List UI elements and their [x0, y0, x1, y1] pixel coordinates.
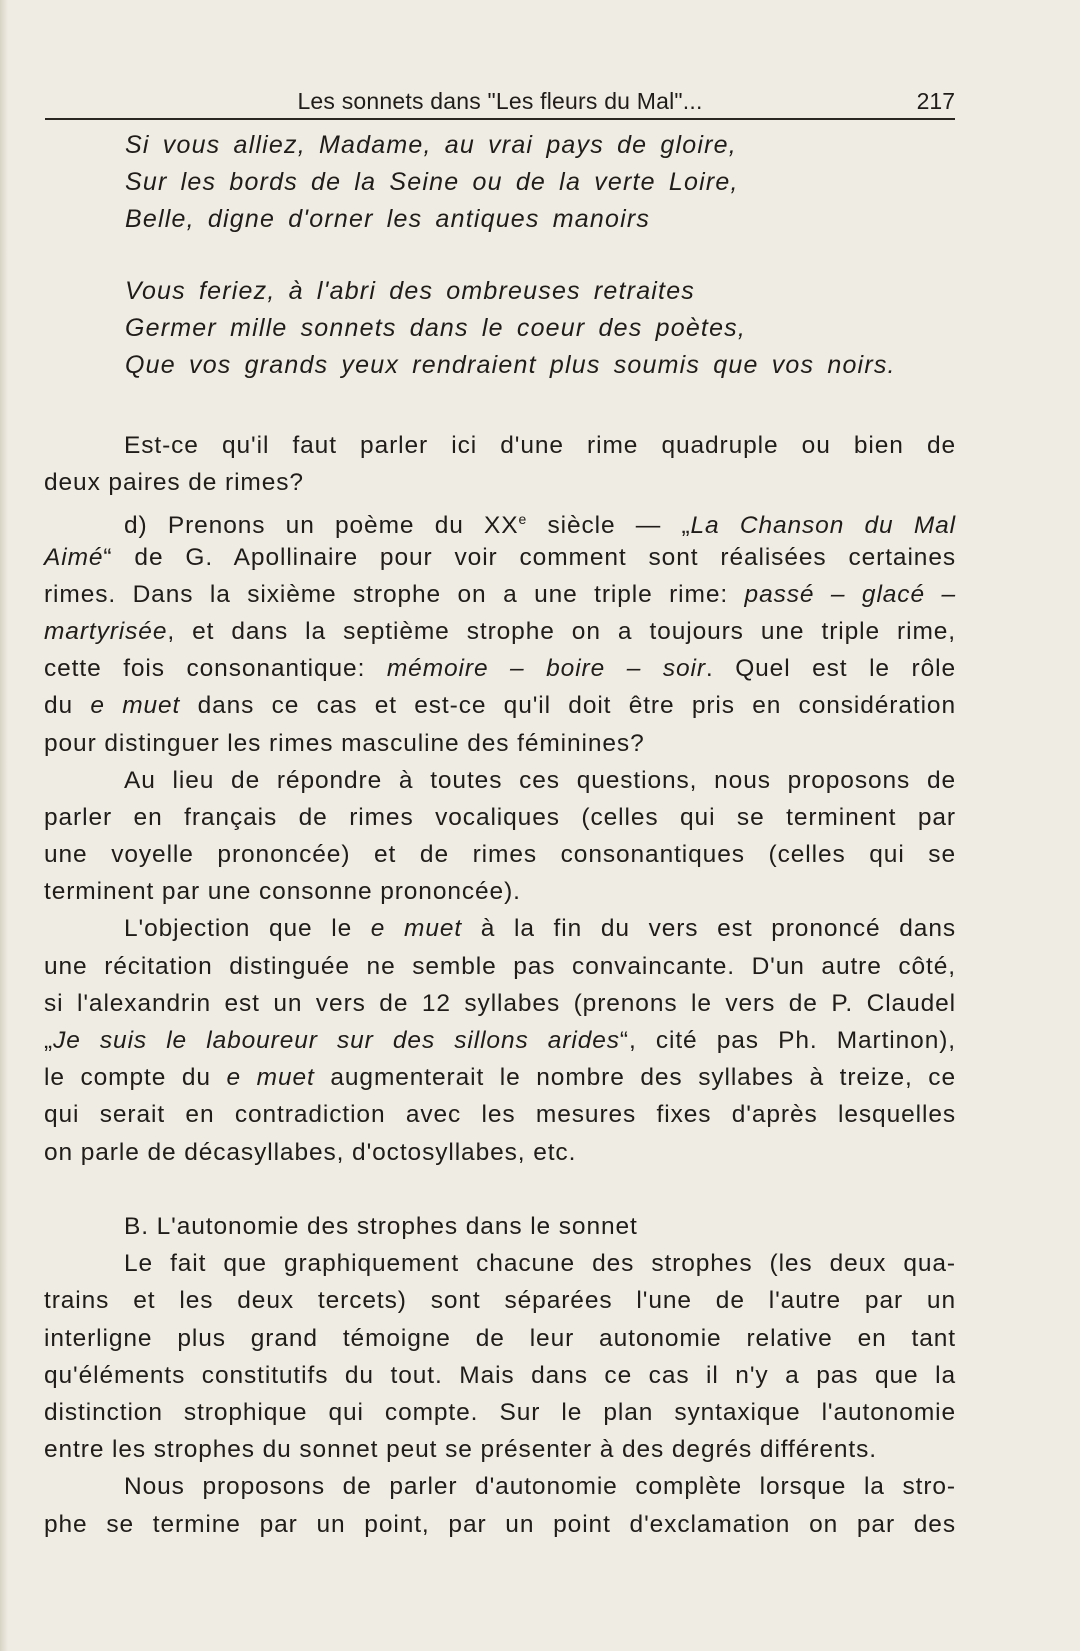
text-line — [44, 613, 956, 650]
text-run: rimes. Dans la sixième strophe on a une triple rime: — [44, 580, 745, 608]
poem-line: Si vous alliez, Madame, au vrai pays de gloire, — [125, 131, 737, 159]
text-line: terminent par une consonne prononcée). — [44, 878, 521, 906]
text-line — [44, 1022, 956, 1059]
text-line: Au lieu de répondre à toutes ces questions, nous proposons de — [124, 766, 956, 794]
text-line — [44, 1059, 956, 1096]
poem-line: Vous feriez, à l'abri des ombreuses retraites — [125, 277, 696, 305]
text-line — [44, 539, 956, 576]
page-number: 217 — [916, 88, 955, 114]
text-run: à la fin du vers est prononcé dans — [462, 915, 956, 943]
text-line: une voyelle prononcée) et de rimes consonantiques (celles qui se — [44, 841, 956, 869]
text-line: qui serait en contradiction avec les mesures fixes d'après lesquelles — [44, 1101, 956, 1129]
text-run: du — [44, 692, 91, 720]
italic-run: Je suis le laboureur sur des sillons arides — [53, 1027, 620, 1054]
text-line: Nous proposons de parler d'autonomie complète lorsque la stro- — [124, 1473, 956, 1501]
text-run: „ — [44, 1027, 54, 1054]
page-edge — [0, 0, 8, 1651]
text-line: trains et les deux tercets) sont séparées l'une de l'autre par un — [44, 1287, 956, 1315]
poem-stanza-2 — [125, 273, 945, 384]
body-text-block-1 — [44, 427, 956, 1171]
text-run: siècle — „ — [527, 512, 691, 540]
italic-run: e muet — [370, 915, 463, 943]
text-run: L'objection que le — [124, 915, 371, 943]
running-title: Les sonnets dans "Les fleurs du Mal"... — [297, 88, 703, 114]
text-line: deux paires de rimes? — [44, 469, 304, 497]
text-run: dans ce cas et est-ce qu'il doit être pris en considération — [180, 692, 956, 720]
text-line — [44, 910, 956, 947]
poem-line: Belle, digne d'orner les antiques manoirs — [125, 205, 651, 233]
text-line: distinction strophique qui compte. Sur le plan syntaxique l'autonomie — [44, 1398, 956, 1426]
italic-run: martyrisée — [44, 617, 168, 645]
text-line: entre les strophes du sonnet peut se présenter à des degrés différents. — [44, 1436, 877, 1464]
text-line: interligne plus grand témoigne de leur autonomie relative en tant — [44, 1324, 956, 1352]
text-line: Est-ce qu'il faut parler ici d'une rime quadruple ou bien de — [124, 432, 956, 459]
italic-run: La Chanson du Mal — [690, 512, 957, 540]
text-run: “, cité pas Ph. Martinon), — [619, 1027, 956, 1054]
section-heading: B. L'autonomie des strophes dans le sonnet — [124, 1213, 638, 1240]
running-header — [45, 86, 955, 120]
text-run: , et dans la septième strophe on a toujours une triple rime, — [167, 617, 956, 645]
text-line — [44, 501, 956, 538]
superscript: e — [518, 511, 528, 528]
text-line: une récitation distinguée ne semble pas convaincante. D'un autre côté, — [44, 952, 956, 980]
italic-run: e muet — [90, 692, 181, 720]
text-line: phe se termine par un point, par un point d'exclamation on par des — [44, 1510, 956, 1538]
poem-line: Germer mille sonnets dans le coeur des poètes, — [125, 314, 747, 342]
text-run: cette fois consonantique: — [44, 655, 387, 683]
italic-run: mémoire – boire – soir — [386, 655, 706, 683]
text-line: on parle de décasyllabes, d'octosyllabes, etc. — [44, 1138, 577, 1166]
text-line — [44, 576, 956, 613]
text-line: parler en français de rimes vocaliques (celles qui se terminent par — [44, 803, 956, 831]
italic-run: e muet — [226, 1064, 315, 1092]
text-line: si l'alexandrin est un vers de 12 syllabes (prenons le vers de P. Claudel — [44, 989, 956, 1017]
body-text-block-2 — [44, 1208, 956, 1543]
text-line: qu'éléments constitutifs du tout. Mais dans ce cas il n'y a pas que la — [44, 1361, 956, 1389]
poem-line: Que vos grands yeux rendraient plus soumis que vos noirs. — [125, 351, 896, 379]
text-run: augmenterait le nombre des syllabes à treize, ce — [314, 1064, 956, 1092]
poem-line: Sur les bords de la Seine ou de la verte Loire, — [125, 168, 739, 196]
text-line — [44, 687, 956, 724]
italic-run: Aimé — [44, 543, 104, 571]
text-run: “ de G. Apollinaire pour voir comment sont réalisées certaines — [103, 543, 956, 571]
text-run: . Quel est le rôle — [705, 655, 956, 683]
text-line: Le fait que graphiquement chacune des strophes (les deux qua- — [124, 1250, 956, 1278]
text-run: d) Prenons un poème du XX — [124, 512, 519, 540]
text-line — [44, 650, 956, 687]
poem-stanza-1 — [125, 127, 945, 238]
text-line: pour distinguer les rimes masculine des féminines? — [44, 729, 645, 757]
text-run: le compte du — [44, 1064, 227, 1092]
italic-run: passé – glacé – — [744, 580, 956, 608]
